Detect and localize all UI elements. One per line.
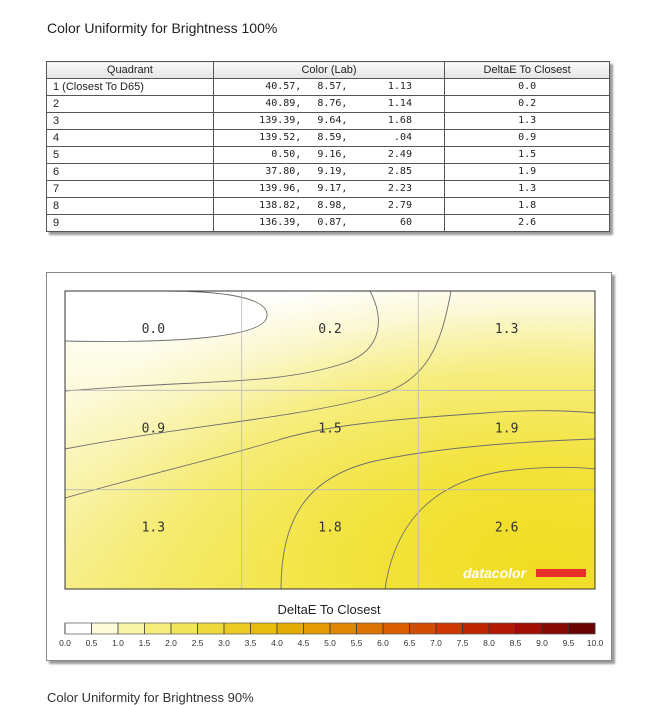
lab-value-b: 2.79 <box>387 200 412 211</box>
scale-tick-label: 3.5 <box>244 638 257 648</box>
scale-tick-label: 7.5 <box>456 638 469 648</box>
cell-label: 1.5 <box>318 421 342 437</box>
deltae-cell: 1.8 <box>445 198 610 215</box>
scale-tick-label: 1.0 <box>112 638 124 648</box>
scale-tick-label: 3.0 <box>218 638 230 648</box>
scale-swatch <box>224 623 251 634</box>
cell-label: 1.3 <box>141 520 166 536</box>
lab-value-a: 8.76, <box>317 98 348 109</box>
scale-tick-label: 2.5 <box>191 638 204 648</box>
lab-value-a: 9.64, <box>317 115 348 126</box>
lab-value-a: 8.98, <box>317 200 348 211</box>
lab-value-l: 136.39, <box>259 217 302 228</box>
color-lab-cell <box>213 147 445 164</box>
header-quadrant: Quadrant <box>47 62 214 79</box>
quadrant-cell: 6 <box>47 164 214 181</box>
deltae-cell: 0.0 <box>445 79 610 96</box>
lab-value-a: 0.87, <box>317 217 348 228</box>
scale-tick-label: 1.5 <box>138 638 151 648</box>
cell-label: 1.9 <box>494 421 519 437</box>
lab-value-l: 40.89, <box>265 98 302 109</box>
uniformity-chart <box>46 272 612 661</box>
scale-tick-label: 5.5 <box>350 638 363 648</box>
table-row <box>47 130 610 147</box>
lab-value-a: 9.17, <box>317 183 348 194</box>
page-title: Color Uniformity for Brightness 100% <box>47 20 278 36</box>
lab-value-a: 8.57, <box>317 81 348 92</box>
lab-value-l: 139.96, <box>259 183 302 194</box>
scale-swatch <box>145 623 172 634</box>
scale-swatch <box>357 623 384 634</box>
datacolor-logo-text: datacolor <box>463 565 527 581</box>
color-scale <box>59 623 603 648</box>
quadrant-cell: 5 <box>47 147 214 164</box>
scale-tick-label: 9.0 <box>536 638 548 648</box>
lab-value-b: 1.13 <box>387 81 412 92</box>
scale-swatch <box>383 623 410 634</box>
quadrant-cell: 8 <box>47 198 214 215</box>
scale-swatch <box>198 623 225 634</box>
scale-swatch <box>92 623 119 634</box>
lab-value-b: 2.49 <box>387 149 412 160</box>
scale-tick-label: 0.0 <box>59 638 71 648</box>
scale-tick-label: 4.0 <box>271 638 283 648</box>
scale-swatch <box>330 623 357 634</box>
quadrant-cell: 4 <box>47 130 214 147</box>
cell-label: 0.2 <box>318 322 342 337</box>
scale-tick-label: 4.5 <box>297 638 310 648</box>
scale-swatch <box>251 623 278 634</box>
color-lab-cell <box>213 164 445 181</box>
lab-value-l: 139.39, <box>259 115 302 126</box>
scale-swatch <box>65 623 92 634</box>
color-lab-cell <box>213 96 445 113</box>
deltae-cell: 0.2 <box>445 96 610 113</box>
lab-value-b: 2.23 <box>387 183 412 194</box>
table-row <box>47 215 610 232</box>
scale-tick-label: 8.5 <box>509 638 522 648</box>
scale-swatch <box>277 623 304 634</box>
lab-value-l: 37.80, <box>265 166 302 177</box>
scale-swatch <box>569 623 596 634</box>
datacolor-logo-bar <box>536 569 586 577</box>
scale-swatch <box>489 623 516 634</box>
color-lab-cell <box>213 79 445 96</box>
lab-value-a: 8.59, <box>317 132 348 143</box>
scale-swatch <box>516 623 543 634</box>
lab-value-a: 9.19, <box>317 166 348 177</box>
scale-swatch <box>463 623 490 634</box>
scale-swatch <box>171 623 198 634</box>
scale-tick-label: 6.5 <box>403 638 416 648</box>
next-section-title: Color Uniformity for Brightness 90% <box>47 690 254 705</box>
table-row <box>47 198 610 215</box>
lab-value-b: 2.85 <box>387 166 412 177</box>
deltae-cell: 1.5 <box>445 147 610 164</box>
lab-value-b: 1.68 <box>387 115 412 126</box>
chart-svg <box>47 273 611 660</box>
color-lab-cell <box>213 113 445 130</box>
scale-swatch <box>118 623 145 634</box>
cell-label: 1.8 <box>318 520 342 536</box>
lab-value-b: 1.14 <box>387 98 412 109</box>
lab-value-a: 9.16, <box>317 149 348 160</box>
scale-swatch <box>436 623 463 634</box>
cell-label: 0.9 <box>141 421 166 437</box>
deltae-cell: 2.6 <box>445 215 610 232</box>
quadrant-cell: 3 <box>47 113 214 130</box>
quadrant-cell: 2 <box>47 96 214 113</box>
deltae-cell: 1.3 <box>445 181 610 198</box>
table-header-row <box>47 62 610 79</box>
table-row <box>47 164 610 181</box>
lab-value-b: .04 <box>393 132 412 143</box>
scale-tick-label: 7.0 <box>430 638 442 648</box>
color-lab-cell <box>213 181 445 198</box>
scale-swatch <box>410 623 437 634</box>
lab-value-l: 40.57, <box>265 81 302 92</box>
lab-value-l: 139.52, <box>259 132 302 143</box>
cell-label: 2.6 <box>494 520 519 536</box>
quadrant-cell: 7 <box>47 181 214 198</box>
lab-value-b: 60 <box>399 217 412 228</box>
color-lab-cell <box>213 130 445 147</box>
deltae-cell: 0.9 <box>445 130 610 147</box>
table-row <box>47 96 610 113</box>
scale-tick-label: 2.0 <box>165 638 177 648</box>
lab-value-l: 0.50, <box>271 149 302 160</box>
table-row <box>47 147 610 164</box>
quadrant-cell: 9 <box>47 215 214 232</box>
table-row <box>47 113 610 130</box>
color-lab-cell <box>213 198 445 215</box>
scale-tick-label: 5.0 <box>324 638 336 648</box>
scale-swatch <box>542 623 569 634</box>
header-color-lab: Color (Lab) <box>213 62 445 79</box>
deltae-cell: 1.9 <box>445 164 610 181</box>
uniformity-table <box>46 61 610 232</box>
quadrant-cell: 1 (Closest To D65) <box>47 79 214 96</box>
header-deltae: DeltaE To Closest <box>445 62 610 79</box>
color-lab-cell <box>213 215 445 232</box>
scale-swatch <box>304 623 331 634</box>
cell-label: 1.3 <box>494 322 519 337</box>
scale-tick-label: 6.0 <box>377 638 389 648</box>
scale-tick-label: 9.5 <box>562 638 575 648</box>
lab-value-l: 138.82, <box>259 200 302 211</box>
scale-tick-label: 0.5 <box>85 638 98 648</box>
deltae-cell: 1.3 <box>445 113 610 130</box>
table-row <box>47 181 610 198</box>
scale-title: DeltaE To Closest <box>277 602 381 617</box>
table-row <box>47 79 610 96</box>
cell-label: 0.0 <box>141 322 166 337</box>
scale-tick-label: 8.0 <box>483 638 495 648</box>
scale-tick-label: 10.0 <box>586 638 604 648</box>
